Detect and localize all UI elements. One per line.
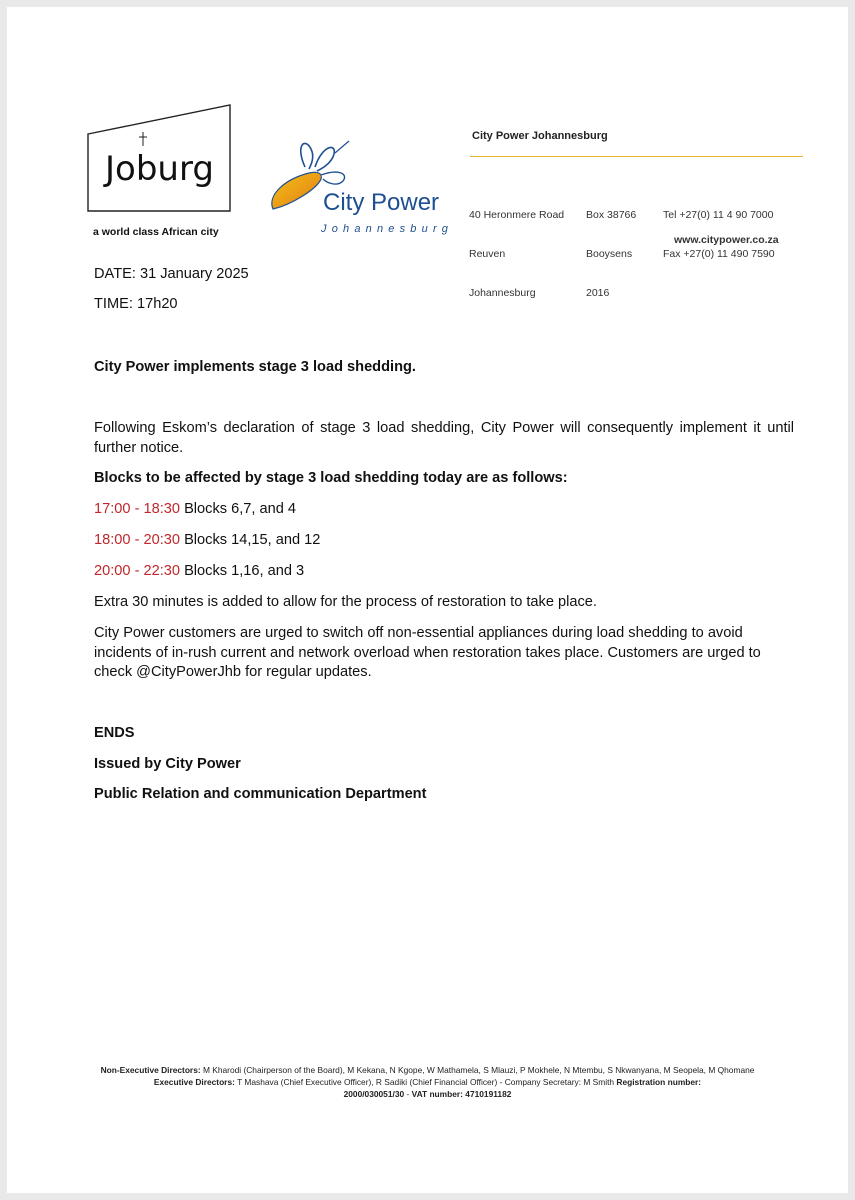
letterhead-postal xyxy=(586,183,636,326)
vat-number: 4710191182 xyxy=(465,1089,512,1099)
press-release-page xyxy=(7,7,848,1193)
schedule-blocks: Blocks 6,7, and 4 xyxy=(184,501,297,517)
registration-number: 2000/030051/30 xyxy=(343,1089,405,1099)
schedule-time: 20:00 - 22:30 xyxy=(94,563,181,579)
address-line: Johannesburg xyxy=(469,287,536,299)
extra-note: Extra 30 minutes is added to allow for the process of restoration to take place. xyxy=(94,594,597,610)
schedule-time: 18:00 - 20:30 xyxy=(94,532,181,548)
department: Public Relation and communication Department xyxy=(94,786,427,802)
schedule-row xyxy=(94,531,320,550)
city-power-logo-name: City Power xyxy=(323,189,440,216)
blocks-heading: Blocks to be affected by stage 3 load shedding today are as follows: xyxy=(94,470,568,486)
advice-paragraph: City Power customers are urged to switch off non-essential appliances during load shedding to avoid incidents of in-rush current and network overload when restoration takes place. Customers are urged to check @CityPowerJhb for regular updates. xyxy=(94,625,761,680)
joburg-logo-word: Joburg xyxy=(105,149,214,189)
release-date: DATE: 31 January 2025 xyxy=(94,266,249,282)
schedule-row xyxy=(94,500,296,519)
schedule-blocks: Blocks 14,15, and 12 xyxy=(184,532,321,548)
footer-names: M Kharodi (Chairperson of the Board), M Kekana, N Kgope, W Mathamela, S Mlauzi, P Mokhele, N Mtembu, S Nkwanyana, M Seopela, M Qhomane xyxy=(202,1065,755,1075)
letterhead-company: City Power Johannesburg xyxy=(472,130,608,142)
footer-names: T Mashava (Chief Executive Officer), R Sadiki (Chief Financial Officer) - Company Secretary: M Smith xyxy=(237,1077,615,1087)
footer-non-exec-directors xyxy=(7,1064,848,1076)
letterhead-divider xyxy=(470,156,803,157)
postal-line: 2016 xyxy=(586,287,610,299)
footer-exec-directors xyxy=(7,1076,848,1088)
postal-line: Box 38766 xyxy=(586,209,637,221)
joburg-tagline: a world class African city xyxy=(93,226,219,238)
city-power-logo-subtitle: Johannesburg xyxy=(321,223,454,235)
headline: City Power implements stage 3 load shedding. xyxy=(94,359,416,375)
letterhead-address xyxy=(469,183,564,326)
schedule-row xyxy=(94,562,304,581)
footer-label: VAT number: xyxy=(411,1089,463,1099)
footer-label: Non-Executive Directors: xyxy=(100,1065,201,1075)
release-time: TIME: 17h20 xyxy=(94,296,178,312)
contact-line: Fax +27(0) 11 490 7590 xyxy=(663,248,775,260)
footer-separator: - xyxy=(406,1089,410,1099)
intro-paragraph: Following Eskom’s declaration of stage 3 load shedding, City Power will consequently implement it until further notice. xyxy=(94,420,794,456)
address-line: Reuven xyxy=(469,248,506,260)
issued-by: Issued by City Power xyxy=(94,756,241,772)
postal-line: Booysens xyxy=(586,248,633,260)
footer-registration xyxy=(7,1088,848,1100)
schedule-time: 17:00 - 18:30 xyxy=(94,501,181,517)
ends-marker: ENDS xyxy=(94,725,135,741)
schedule-blocks: Blocks 1,16, and 3 xyxy=(184,563,305,579)
footer-label: Executive Directors: xyxy=(153,1077,235,1087)
contact-line: Tel +27(0) 11 4 90 7000 xyxy=(663,209,774,221)
letterhead-website: www.citypower.co.za xyxy=(674,234,779,246)
address-line: 40 Heronmere Road xyxy=(469,209,565,221)
footer-label: Registration number: xyxy=(616,1077,702,1087)
